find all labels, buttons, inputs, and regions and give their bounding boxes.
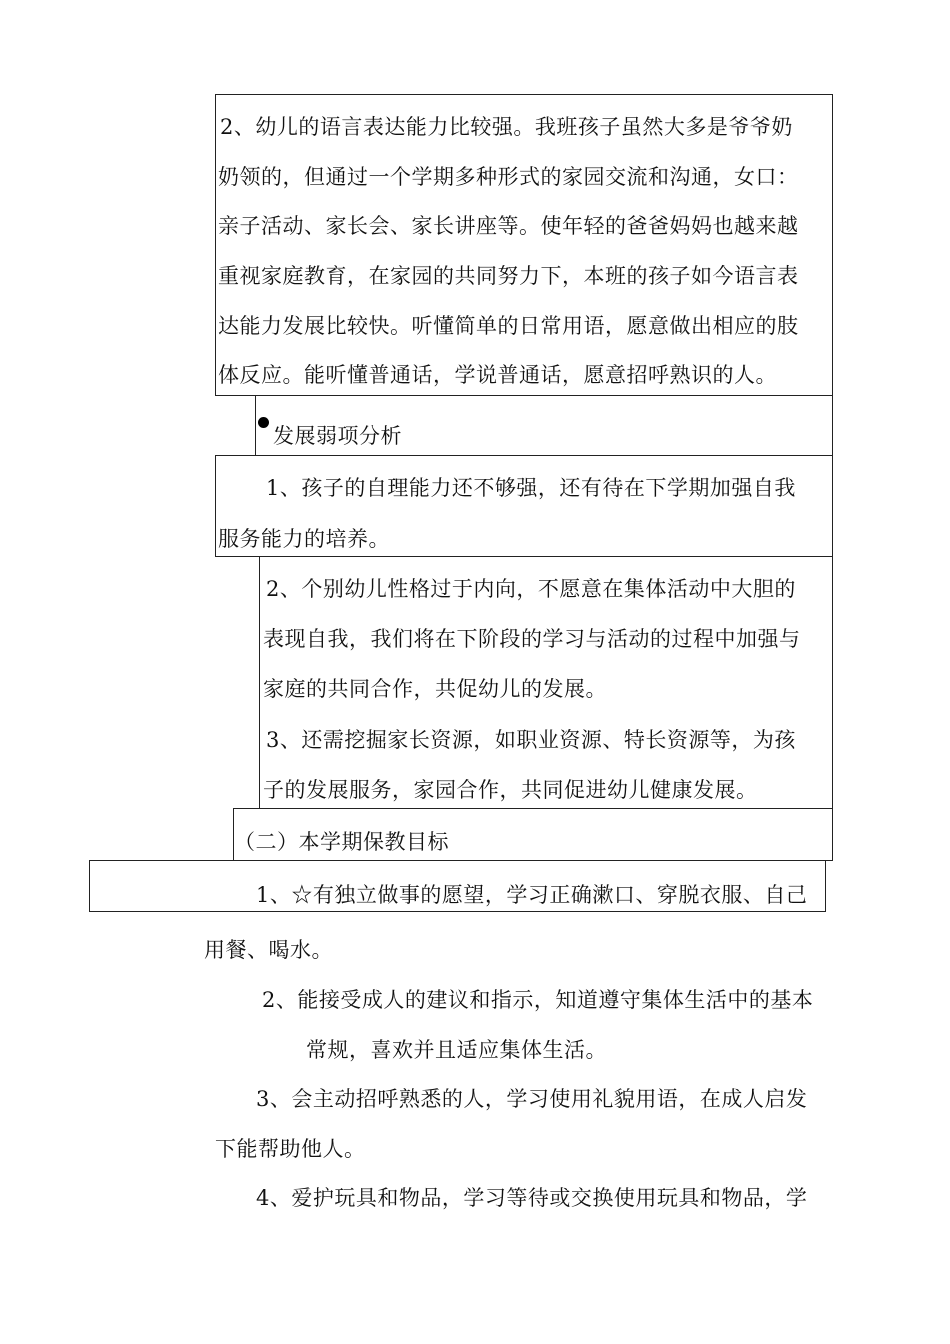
- paragraph-line: 2、个别幼儿性格过于内向，不愿意在集体活动中大胆的: [266, 577, 796, 601]
- paragraph-line: 奶领的，但通过一个学期多种形式的家园交流和沟通，女口：: [218, 165, 799, 189]
- goal-line: 4、爱护玩具和物品，学习等待或交换使用玩具和物品，学: [256, 1186, 808, 1210]
- paragraph-line: 1、孩子的自理能力还不够强，还有待在下学期加强自我: [266, 476, 796, 500]
- paragraph-line: 服务能力的培养。: [218, 527, 390, 551]
- goal-line: 下能帮助他人。: [215, 1137, 366, 1161]
- paragraph-line: 子的发展服务，家园合作，共同促进幼儿健康发展。: [263, 778, 758, 802]
- paragraph-line: 亲子活动、家长会、家长讲座等。使年轻的爸爸妈妈也越来越: [218, 214, 799, 238]
- paragraph-line: 3、还需挖掘家长资源，如职业资源、特长资源等，为孩: [266, 728, 796, 752]
- paragraph-line: 家庭的共同合作，共促幼儿的发展。: [263, 677, 607, 701]
- goal-line: 1、☆有独立做事的愿望，学习正确漱口、穿脱衣服、自己: [256, 883, 808, 907]
- bullet-icon: [258, 417, 269, 428]
- paragraph-line: 重视家庭教育，在家园的共同努力下，本班的孩子如今语言表: [218, 264, 799, 288]
- paragraph-line: 表现自我，我们将在下阶段的学习与活动的过程中加强与: [263, 627, 801, 651]
- section-heading: （二）本学期保教目标: [234, 830, 449, 854]
- goal-line: 3、会主动招呼熟悉的人，学习使用礼貌用语，在成人启发: [256, 1087, 808, 1111]
- paragraph-line: 达能力发展比较快。听懂简单的日常用语，愿意做出相应的肢: [218, 314, 799, 338]
- paragraph-line: 体反应。能听懂普通话，学说普通话，愿意招呼熟识的人。: [218, 363, 777, 387]
- goal-line: 2、能接受成人的建议和指示，知道遵守集体生活中的基本: [262, 988, 814, 1012]
- goal-line: 常规，喜欢并且适应集体生活。: [306, 1038, 607, 1062]
- paragraph-line: 2、幼儿的语言表达能力比较强。我班孩子虽然大多是爷爷奶: [220, 115, 793, 139]
- goal-line: 用餐、喝水。: [204, 938, 333, 962]
- section-heading: 发展弱项分析: [273, 424, 402, 448]
